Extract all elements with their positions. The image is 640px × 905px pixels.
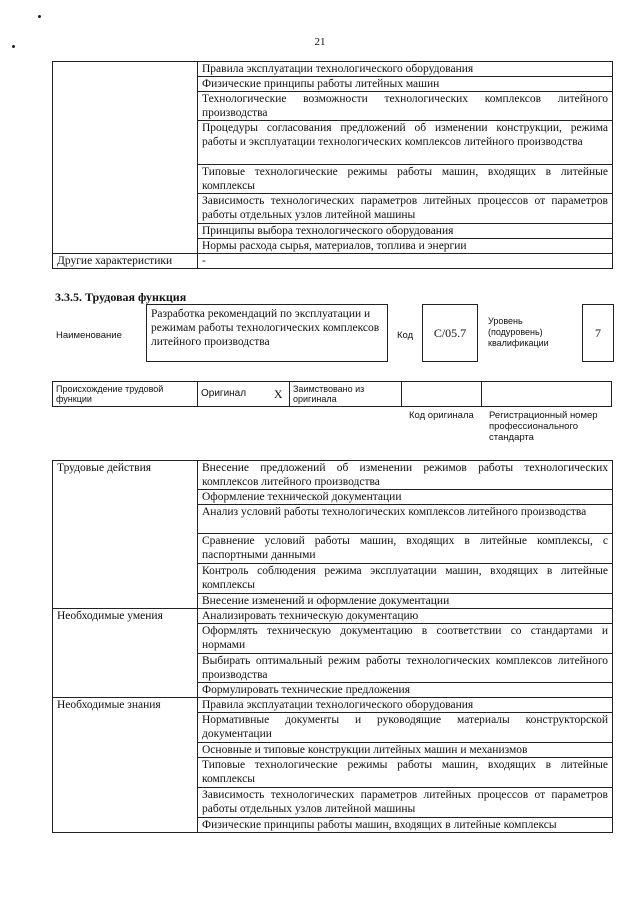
table-row: Нормы расхода сырья, материалов, топлива и энергии (198, 239, 613, 254)
table-row: Контроль соблюдения режима эксплуатации машин, входящих в литейные комплексы (198, 564, 613, 594)
code-caption: Код оригинала (409, 410, 474, 421)
code-value: C/05.7 (433, 326, 467, 340)
function-name-value: Разработка рекомендаций по эксплуатации и режимам работы технологических комплексов литейного производства (151, 308, 380, 348)
section-heading: 3.3.5. Трудовая функция (55, 290, 187, 304)
table-row: Внесение предложений об изменении режимов работы технологических комплексов литейного производства (198, 461, 613, 490)
borrowed-label: Заимствовано из оригинала (290, 382, 402, 407)
other-characteristics-label: Другие характеристики (53, 254, 198, 269)
function-name-box (146, 304, 388, 362)
knowledge-label: Необходимые знания (53, 698, 198, 833)
origin-code-cell (402, 382, 482, 407)
table-row: Внесение изменений и оформление документации (198, 594, 613, 609)
level-box (582, 304, 614, 362)
origin-table (52, 381, 612, 407)
table-row: Зависимость технологических параметров литейных процессов от параметров работы отдельных узлов литейной машины (198, 194, 613, 224)
other-characteristics-value: - (198, 254, 613, 269)
table-row: Принципы выбора технологического оборудования (198, 224, 613, 239)
scan-speck (38, 15, 41, 18)
original-mark: X (268, 382, 290, 407)
table-row: Сравнение условий работы машин, входящих в литейные комплексы, с паспортными данными (198, 534, 613, 564)
table-row: Формулировать технические предложения (198, 683, 613, 698)
table-row: Технологические возможности технологических комплексов литейного производства (198, 92, 613, 121)
table-row: Нормативные документы и руководящие материалы конструкторской документации (198, 713, 613, 743)
table-row: Оформлять техническую документацию в соответствии со стандартами и нормами (198, 624, 613, 654)
table-row: Правила эксплуатации технологического оборудования (198, 698, 613, 713)
empty-label-cell (53, 62, 198, 254)
actions-label: Трудовые действия (53, 461, 198, 609)
level-label: Уровень (подуровень) квалификации (488, 316, 549, 348)
top-table (52, 61, 613, 269)
table-row: Типовые технологические режимы работы машин, входящих в литейные комплексы (198, 758, 613, 788)
table-row: Выбирать оптимальный режим работы технологических комплексов литейного производства (198, 654, 613, 683)
table-row: Физические принципы работы машин, входящих в литейные комплексы (198, 818, 613, 833)
name-label: Наименование (56, 330, 122, 341)
table-row: Физические принципы работы литейных машин (198, 77, 613, 92)
main-table (52, 460, 613, 833)
table-row: Основные и типовые конструкции литейных машин и механизмов (198, 743, 613, 758)
skills-label: Необходимые умения (53, 609, 198, 698)
page-number: 21 (314, 36, 326, 48)
table-row: Правила эксплуатации технологического оборудования (198, 62, 613, 77)
origin-reg-cell (482, 382, 612, 407)
original-label: Оригинал (198, 382, 268, 407)
table-row: Типовые технологические режимы работы машин, входящих в литейные комплексы (198, 165, 613, 194)
reg-caption: Регистрационный номер профессионального стандарта (489, 410, 598, 443)
origin-label: Происхождение трудовой функции (53, 382, 198, 407)
table-row: Анализировать техническую документацию (198, 609, 613, 624)
code-label: Код (397, 330, 414, 341)
table-row: Оформление технической документации (198, 490, 613, 505)
level-value: 7 (595, 326, 601, 340)
code-box (422, 304, 478, 362)
table-row: Зависимость технологических параметров литейных процессов от параметров работы отдельных узлов литейной машины (198, 788, 613, 818)
table-row: Процедуры согласования предложений об изменении конструкции, режима работы и эксплуатации технологических комплексов литейного производства (198, 121, 613, 165)
table-row: Анализ условий работы технологических комплексов литейного производства (198, 505, 613, 534)
